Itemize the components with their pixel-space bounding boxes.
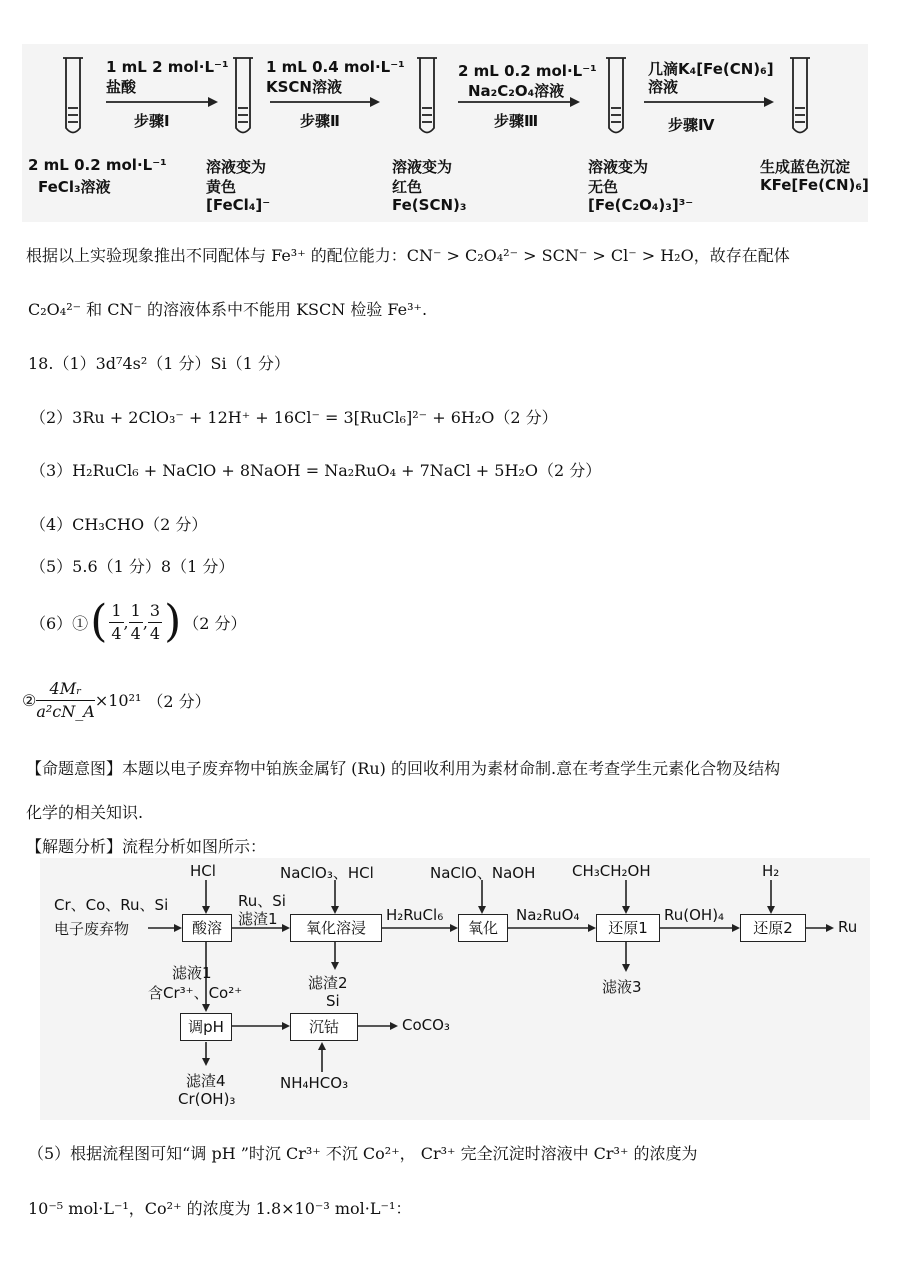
filtrate1-line2: 含Cr³⁺、Co²⁺ — [148, 984, 243, 1002]
step4-name: 步骤Ⅳ — [668, 116, 715, 134]
answer-18-6b-score: （2 分） — [147, 691, 211, 711]
filtrate3: 滤液3 — [602, 978, 642, 996]
paragraph-5-line1: （5）根据流程图可知“调 pH ”时沉 Cr³⁺ 不沉 Co²⁺， Cr³⁺ 完全沉淀时溶液中 Cr³⁺ 的浓度为 — [28, 1144, 698, 1163]
residue2-line1: 滤渣2 — [308, 974, 348, 992]
tube3-label-line2: 红色 — [392, 178, 423, 196]
input-elements: Cr、Co、Ru、Si — [54, 896, 169, 914]
tube5-label-line2: KFe[Fe(CN)₆] — [760, 176, 869, 194]
process-flowchart — [40, 858, 870, 1120]
mid1-top: Ru、Si — [238, 892, 286, 910]
tube3-label-line1: 溶液变为 — [392, 158, 453, 176]
density-fraction — [36, 678, 94, 723]
step3-reagent-line2: Na₂C₂O₄溶液 — [468, 82, 565, 100]
box-reduction-2: 还原2 — [740, 914, 806, 942]
frac-z-den: 4 — [149, 623, 161, 643]
mid1-bottom: 滤渣1 — [238, 910, 278, 928]
analysis-heading: 【解题分析】流程分析如图所示： — [26, 837, 267, 856]
experiment-figure — [22, 44, 868, 222]
answer-18-3: （3）H₂RuCl₆ + NaClO + 8NaOH = Na₂RuO₄ + 7NaCl + 5H₂O（2 分） — [30, 461, 602, 480]
test-tube-4 — [606, 58, 626, 133]
frac-z — [148, 600, 162, 645]
tube5-label-line1: 生成蓝色沉淀 — [760, 158, 851, 176]
frac-z-num: 3 — [148, 600, 162, 623]
residue2-line2: Si — [326, 992, 340, 1010]
open-paren: ( — [90, 596, 108, 647]
box-acid-dissolve: 酸溶 — [182, 914, 232, 942]
box-cobalt-precipitation: 沉钴 — [290, 1013, 358, 1041]
intermediate-ruoh4: Ru(OH)₄ — [664, 906, 725, 924]
frac-y-den: 4 — [130, 623, 141, 643]
tube2-label-line3: [FeCl₄]⁻ — [206, 196, 271, 214]
answer-18-6-prefix: （6）① — [30, 613, 89, 633]
reagent-naclo3-hcl: NaClO₃、HCl — [280, 864, 374, 882]
tube4-label-line1: 溶液变为 — [588, 158, 649, 176]
answer-18-6-1: （6）① ( $\frac{1}{4}$ , $\frac{1}{4}$ , $\frac{3}{4}$ ) （2 分） — [30, 596, 247, 647]
test-tube-3 — [417, 58, 437, 133]
frac-x-den: 4 — [111, 623, 122, 643]
intermediate-h2rucl6: H₂RuCl₆ — [386, 906, 444, 924]
answer-18-6-score: （2 分） — [183, 613, 247, 633]
step2-reagent-line2: KSCN溶液 — [266, 78, 342, 96]
answer-18-4: （4）CH₃CHO（2 分） — [30, 515, 208, 534]
step2-reagent-line1: 1 mL 0.4 mol·L⁻¹ — [266, 58, 405, 76]
test-tube-5 — [790, 58, 810, 133]
test-tube-2 — [233, 58, 253, 133]
residue4-line2: Cr(OH)₃ — [178, 1090, 236, 1108]
test-tube-1 — [63, 58, 83, 133]
frac-y — [129, 600, 143, 645]
density-den: a²cN_A — [36, 701, 95, 721]
paragraph-1: 根据以上实验现象推出不同配体与 Fe³⁺ 的配位能力：CN⁻ > C₂O₄²⁻ > SCN⁻ > Cl⁻ > H₂O，故存在配体 — [26, 246, 790, 265]
tube4-label-line2: 无色 — [588, 178, 619, 196]
box-reduction-1: 还原1 — [596, 914, 660, 942]
box-oxidative-leach: 氧化溶浸 — [290, 914, 382, 942]
close-paren: ) — [164, 596, 182, 647]
frac-y-num: 1 — [129, 600, 143, 623]
reagent-hcl: HCl — [190, 862, 216, 880]
product-ru: Ru — [838, 918, 858, 936]
box-adjust-ph: 调pH — [180, 1013, 232, 1041]
step2-name: 步骤Ⅱ — [300, 112, 340, 130]
product-coco3: CoCO₃ — [402, 1016, 450, 1034]
input-label: 电子废弃物 — [54, 920, 130, 938]
tube3-label-line3: Fe(SCN)₃ — [392, 196, 467, 214]
step4-reagent-line2: 溶液 — [648, 78, 679, 96]
density-multiplier: ×10²¹ — [94, 690, 142, 710]
intent-line-1: 【命题意图】本题以电子废弃物中铂族金属钌 (Ru) 的回收利用为素材命制.意在考查学生元素化合物及结构 — [26, 759, 781, 778]
answer-18-6-2 — [22, 672, 211, 728]
tube2-label-line1: 溶液变为 — [206, 158, 267, 176]
reagent-h2: H₂ — [762, 862, 780, 880]
density-num: 4Mᵣ — [36, 678, 94, 701]
filtrate1-line1: 滤液1 — [172, 964, 212, 982]
step1-reagent-line1: 1 mL 2 mol·L⁻¹ — [106, 58, 229, 76]
answer-18-5: （5）5.6（1 分）8（1 分） — [30, 557, 235, 576]
intermediate-na2ruo4: Na₂RuO₄ — [516, 906, 580, 924]
step3-reagent-line1: 2 mL 0.2 mol·L⁻¹ — [458, 62, 597, 80]
step1-reagent-line2: 盐酸 — [106, 78, 137, 96]
paragraph-2: C₂O₄²⁻ 和 CN⁻ 的溶液体系中不能用 KSCN 检验 Fe³⁺. — [28, 300, 428, 319]
box-oxidation: 氧化 — [458, 914, 508, 942]
frac-x — [109, 600, 123, 645]
intent-line-2: 化学的相关知识. — [26, 803, 144, 822]
reagent-ethanol: CH₃CH₂OH — [572, 862, 651, 880]
reagent-naclo-naoh: NaClO、NaOH — [430, 864, 536, 882]
tube4-label-line3: [Fe(C₂O₄)₃]³⁻ — [588, 196, 694, 214]
tube2-label-line2: 黄色 — [206, 178, 237, 196]
tube1-label-line1: 2 mL 0.2 mol·L⁻¹ — [28, 156, 167, 174]
answer-18-1: 18.（1）3d⁷4s²（1 分）Si（1 分） — [28, 354, 290, 373]
frac-x-num: 1 — [109, 600, 123, 623]
answer-18-2: （2）3Ru + 2ClO₃⁻ + 12H⁺ + 16Cl⁻ = 3[RuCl₆]²⁻ + 6H₂O（2 分） — [30, 408, 558, 427]
answer-18-6b-prefix: ② — [22, 690, 37, 710]
tube1-label-line2: FeCl₃溶液 — [38, 178, 111, 196]
residue4-line1: 滤渣4 — [186, 1072, 226, 1090]
step1-name: 步骤Ⅰ — [134, 112, 170, 130]
step3-name: 步骤Ⅲ — [494, 112, 539, 130]
paragraph-5-line2: 10⁻⁵ mol·L⁻¹，Co²⁺ 的浓度为 1.8×10⁻³ mol·L⁻¹： — [28, 1199, 412, 1218]
reagent-nh4hco3: NH₄HCO₃ — [280, 1074, 349, 1092]
step4-reagent-line1: 几滴K₄[Fe(CN)₆] — [648, 60, 774, 78]
